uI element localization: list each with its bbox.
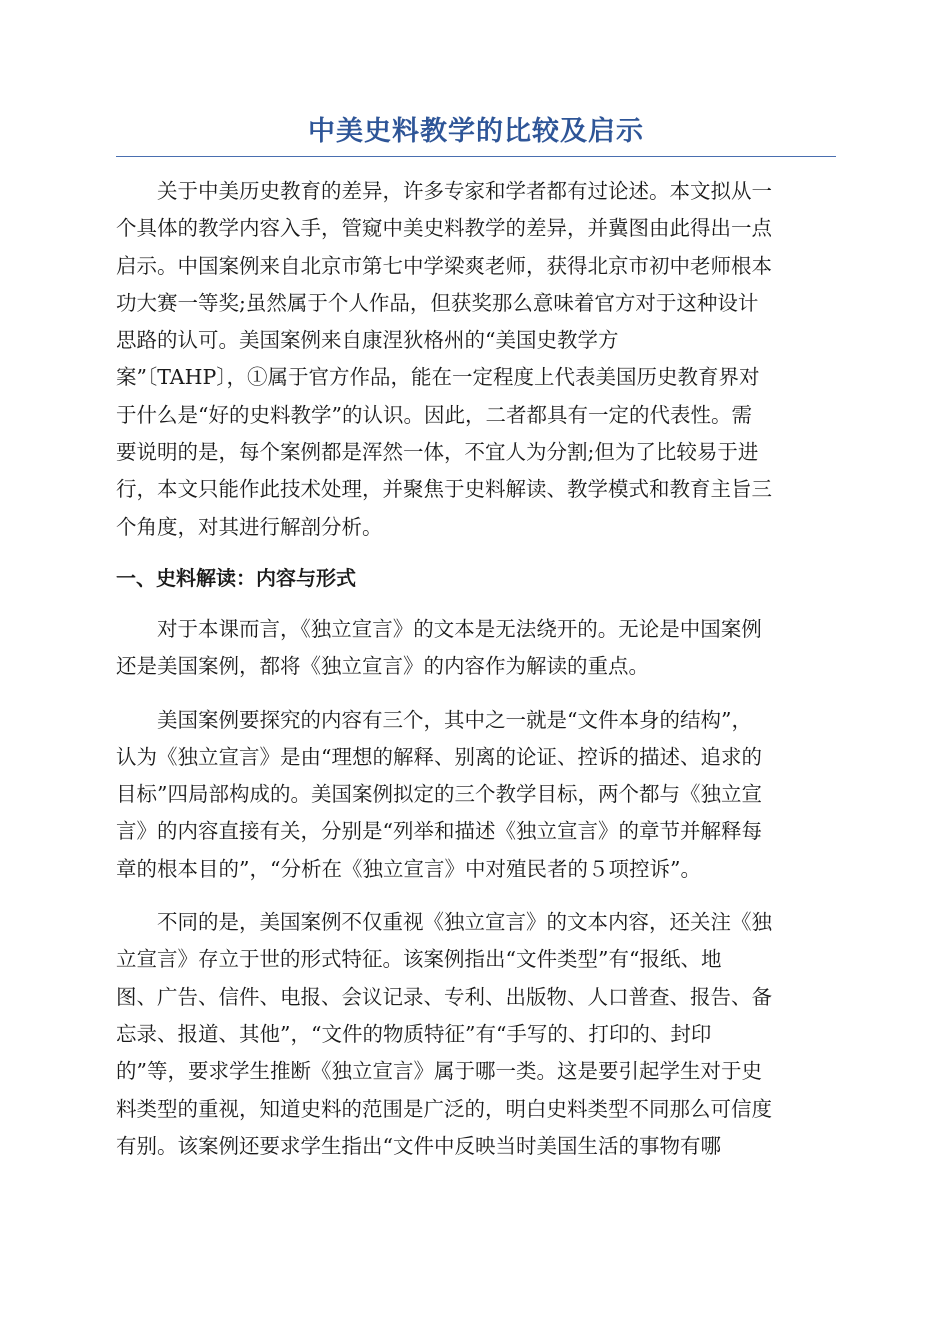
document-page bbox=[116, 112, 836, 1165]
paragraph-line: 美国案例要探究的内容有三个，其中之一就是“文件本身的结构”， bbox=[157, 707, 752, 732]
paragraph-line: 行，本文只能作此技术处理，并聚焦于史料解读、教学模式和教育主旨三 bbox=[116, 477, 772, 502]
paragraph-line: 于什么是“好的史料教学”的认识。因此，二者都具有一定的代表性。需 bbox=[116, 402, 752, 427]
paragraph-line: 料类型的重视，知道史料的范围是广泛的，明白史料类型不同那么可信度 bbox=[116, 1096, 772, 1121]
document-title: 中美史料教学的比较及启示 bbox=[308, 116, 644, 147]
title-underline bbox=[116, 156, 836, 157]
paragraph-line: 不同的是，美国案例不仅重视《独立宣言》的文本内容，还关注《独 bbox=[157, 910, 772, 935]
paragraph-line: 立宣言》存立于世的形式特征。该案例指出“文件类型”有“报纸、地 bbox=[116, 947, 722, 972]
body-paragraph-1 bbox=[116, 611, 836, 686]
paragraph-line: 启示。中国案例来自北京市第七中学梁爽老师，获得北京市初中老师根本 bbox=[116, 253, 772, 278]
body-paragraph-3 bbox=[116, 904, 836, 1165]
paragraph-line: 还是美国案例，都将《独立宣言》的内容作为解读的重点。 bbox=[116, 654, 649, 679]
paragraph-line: 的”等，要求学生推断《独立宣言》属于哪一类。这是要引起学生对于史 bbox=[116, 1059, 762, 1084]
paragraph-line: 案”〔TAHP〕，①属于官方作品，能在一定程度上代表美国历史教育界对 bbox=[116, 365, 760, 390]
paragraph-line: 章的根本目的”，“分析在《独立宣言》中对殖民者的５项控诉”。 bbox=[116, 856, 701, 881]
paragraph-line: 思路的认可。美国案例来自康涅狄格州的“美国史教学方 bbox=[116, 328, 619, 353]
paragraph-line: 个具体的教学内容入手，管窥中美史料教学的差异，并冀图由此得出一点 bbox=[116, 216, 772, 241]
section-heading: 一、史料解读：内容与形式 bbox=[116, 565, 356, 590]
paragraph-line: 忘录、报道、其他”，“文件的物质特征”有“手写的、打印的、封印 bbox=[116, 1021, 712, 1046]
paragraph-line: 对于本课而言，《独立宣言》的文本是无法绕开的。无论是中国案例 bbox=[157, 616, 762, 641]
paragraph-line: 有别。该案例还要求学生指出“文件中反映当时美国生活的事物有哪 bbox=[116, 1133, 721, 1158]
intro-paragraph bbox=[116, 173, 836, 546]
paragraph-line: 认为《独立宣言》是由“理想的解释、别离的论证、控诉的描述、追求的 bbox=[116, 744, 762, 769]
paragraph-line: 功大赛一等奖;虽然属于个人作品，但获奖那么意味着官方对于这种设计 bbox=[116, 290, 759, 315]
paragraph-line: 个角度，对其进行解剖分析。 bbox=[116, 514, 383, 539]
paragraph-line: 言》的内容直接有关，分别是“列举和描述《独立宣言》的章节并解释每 bbox=[116, 819, 762, 844]
body-paragraph-2 bbox=[116, 702, 836, 888]
paragraph-line: 图、广告、信件、电报、会议记录、专利、出版物、人口普查、报告、备 bbox=[116, 984, 772, 1009]
paragraph-line: 目标”四局部构成的。美国案例拟定的三个教学目标，两个都与《独立宣 bbox=[116, 782, 762, 807]
paragraph-line: 要说明的是，每个案例都是浑然一体，不宜人为分割;但为了比较易于进 bbox=[116, 440, 759, 465]
paragraph-line: 关于中美历史教育的差异，许多专家和学者都有过论述。本文拟从一 bbox=[157, 179, 772, 203]
